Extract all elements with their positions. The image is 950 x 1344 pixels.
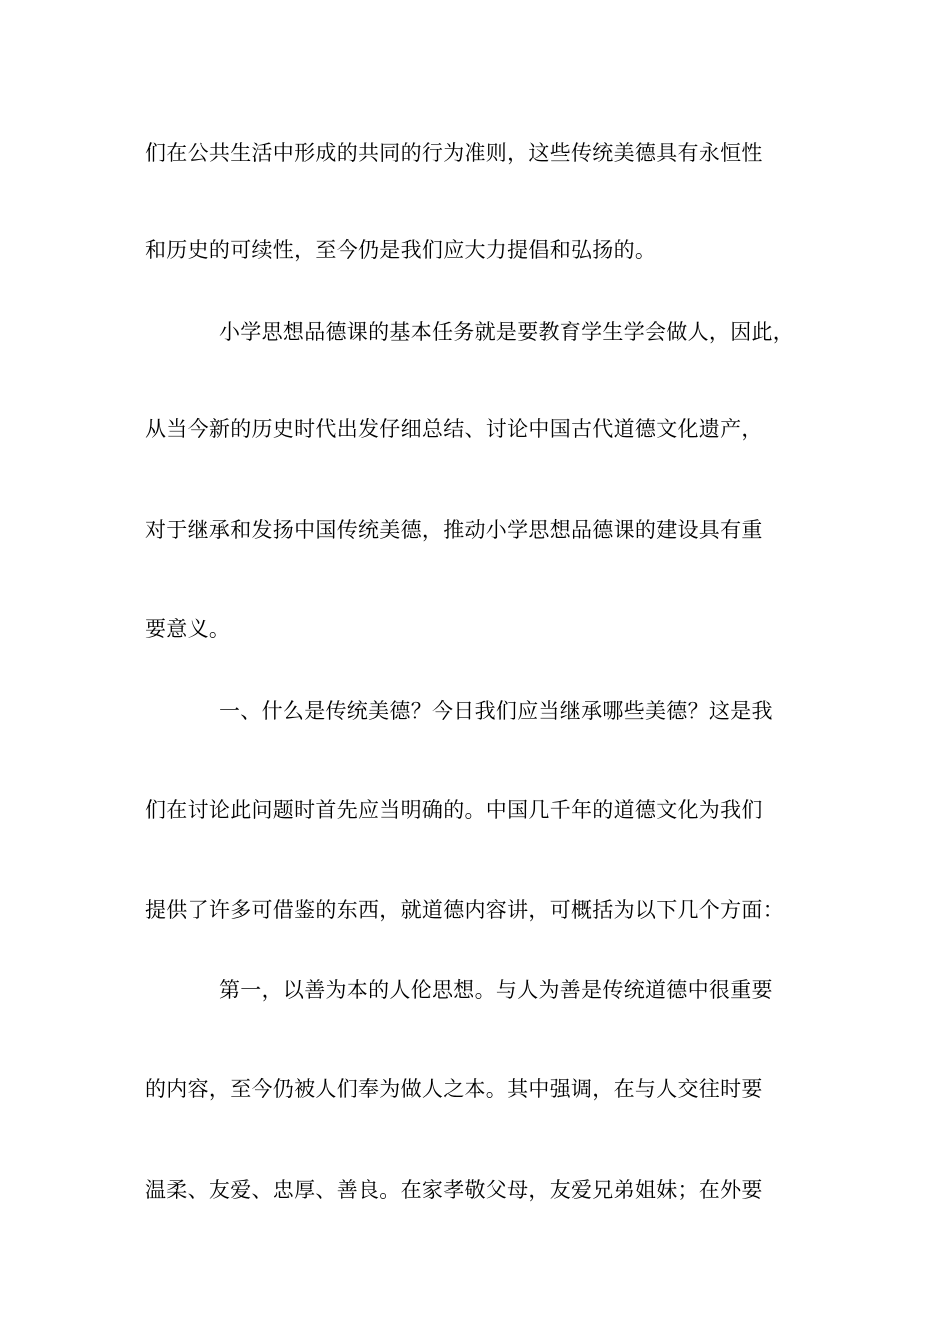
text-line: 对于继承和发扬中国传统美德，推动小学思想品德课的建设具有重 xyxy=(145,518,763,542)
paragraph-start-line: 一、什么是传统美德？今日我们应当继承哪些美德？这是我 xyxy=(219,699,773,723)
text-line: 的内容，至今仍被人们奉为做人之本。其中强调，在与人交往时要 xyxy=(145,1077,763,1101)
text-line: 要意义。 xyxy=(145,617,231,641)
text-line: 们在公共生活中形成的共同的行为准则，这些传统美德具有永恒性 xyxy=(145,141,763,165)
text-line: 们在讨论此问题时首先应当明确的。中国几千年的道德文化为我们 xyxy=(145,798,763,822)
text-line: 提供了许多可借鉴的东西，就道德内容讲，可概括为以下几个方面： xyxy=(145,898,784,922)
text-line: 从当今新的历史时代出发仔细总结、讨论中国古代道德文化遗产， xyxy=(145,417,763,441)
paragraph-start-line: 小学思想品德课的基本任务就是要教育学生学会做人，因此， xyxy=(219,320,795,344)
text-line: 温柔、友爱、忠厚、善良。在家孝敬父母，友爱兄弟姐妹；在外要 xyxy=(145,1178,763,1202)
paragraph-start-line: 第一，以善为本的人伦思想。与人为善是传统道德中很重要 xyxy=(219,978,773,1002)
text-line: 和历史的可续性，至今仍是我们应大力提倡和弘扬的。 xyxy=(145,238,657,262)
